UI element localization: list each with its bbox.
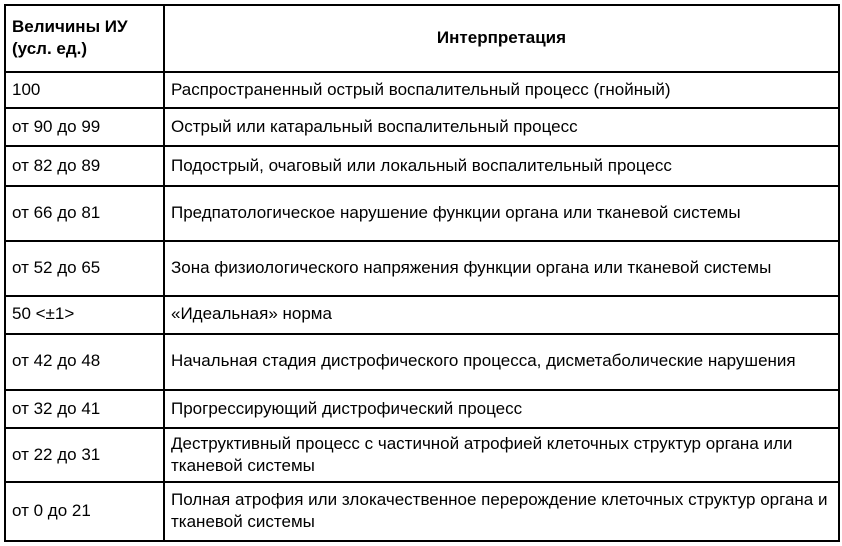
interpretation-table — [4, 4, 840, 542]
table-row — [5, 482, 839, 541]
table-row — [5, 146, 839, 186]
value-cell: от 32 до 41 — [5, 390, 164, 428]
table-row — [5, 296, 839, 334]
value-cell: от 82 до 89 — [5, 146, 164, 186]
interpretation-cell: «Идеальная» норма — [164, 296, 839, 334]
header-values-line2: (усл. ед.) — [12, 39, 88, 59]
value-cell: от 90 до 99 — [5, 108, 164, 146]
interpretation-cell: Предпатологическое нарушение функции органа или тканевой системы — [164, 186, 839, 241]
interpretation-cell: Полная атрофия или злокачественное перерождение клеточных структур органа и тканевой системы — [164, 482, 839, 541]
table-row — [5, 390, 839, 428]
value-cell: 100 — [5, 72, 164, 108]
value-cell: от 22 до 31 — [5, 428, 164, 482]
interpretation-cell: Начальная стадия дистрофического процесса, дисметаболические нарушения — [164, 334, 839, 391]
value-cell: от 42 до 48 — [5, 334, 164, 391]
table-row — [5, 428, 839, 482]
value-cell: от 52 до 65 — [5, 241, 164, 296]
header-values-line1: Величины ИУ — [12, 17, 128, 37]
interpretation-cell: Прогрессирующий дистрофический процесс — [164, 390, 839, 428]
header-interpretation: Интерпретация — [164, 5, 839, 72]
interpretation-cell: Распространенный острый воспалительный процесс (гнойный) — [164, 72, 839, 108]
table-row — [5, 108, 839, 146]
value-cell: 50 <±1> — [5, 296, 164, 334]
table-row — [5, 334, 839, 391]
table-row — [5, 72, 839, 108]
table-header-row — [5, 5, 839, 72]
interpretation-cell: Острый или катаральный воспалительный процесс — [164, 108, 839, 146]
table-row — [5, 186, 839, 241]
table-row — [5, 241, 839, 296]
interpretation-cell: Зона физиологического напряжения функции органа или тканевой системы — [164, 241, 839, 296]
interpretation-cell: Подострый, очаговый или локальный воспалительный процесс — [164, 146, 839, 186]
interpretation-cell: Деструктивный процесс с частичной атрофией клеточных структур органа или тканевой системы — [164, 428, 839, 482]
value-cell: от 0 до 21 — [5, 482, 164, 541]
value-cell: от 66 до 81 — [5, 186, 164, 241]
header-values — [5, 5, 164, 72]
